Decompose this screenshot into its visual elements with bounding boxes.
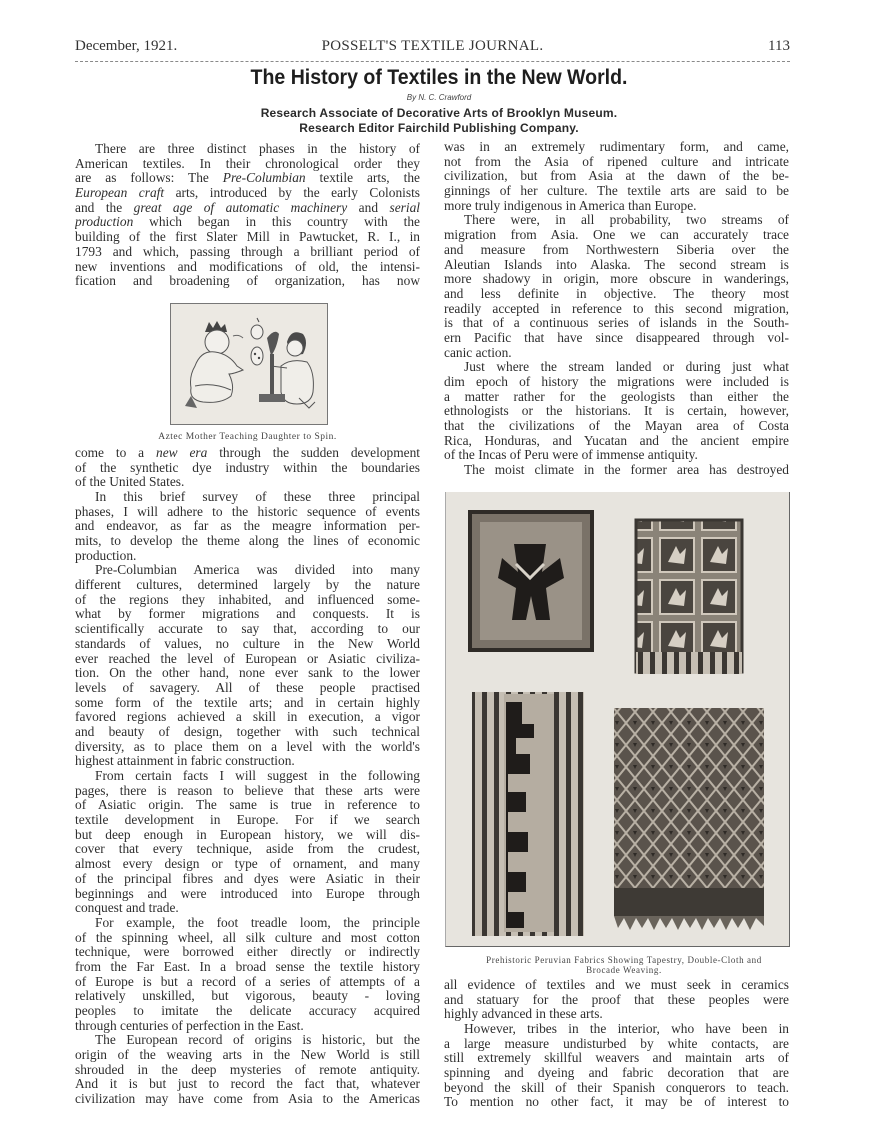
text-line: all evidence of textiles and we must seek in ceramics	[444, 977, 789, 992]
text-line: ever reached the level of European or Asiatic civiliza-	[75, 651, 420, 666]
text-line: migration from Asia. One we can accurately trace	[444, 228, 789, 243]
article-title: The History of Textiles in the New World.	[250, 66, 628, 89]
text-line: of the Incas of Peru were of immense antiquity.	[444, 448, 698, 463]
text-line: 1793 and which, passing through a brilliant period of	[75, 244, 420, 259]
text-line: more shadowy in origin, more obscure in wanderings,	[444, 272, 789, 287]
issue-date: December, 1921.	[75, 38, 178, 54]
text-line: different cultures, determined largely by the nature	[75, 578, 420, 593]
journal-name: POSSELT'S TEXTILE JOURNAL.	[321, 38, 544, 54]
text-line: technique, were borrowed either directly or indirectly	[75, 945, 420, 960]
text-line: standards of values, no culture in the New World	[75, 636, 420, 651]
text-line: spinning and dyeing and fabric decoration that are	[444, 1065, 789, 1080]
text-line: conquest and trade.	[75, 901, 179, 916]
left-column-top-text	[75, 142, 420, 289]
text-line: pages, there is reason to believe that these arts were	[75, 783, 420, 798]
text-line: Pre-Columbian America was divided into many	[95, 563, 420, 578]
peruvian-caption-line-2: Brocade Weaving.	[586, 965, 662, 975]
text-line: And it is but just to record the fact that, whatever	[75, 1077, 420, 1092]
text-line: through centuries of perfection in the East.	[75, 1018, 304, 1033]
text-line: Rica, Honduras, and Yucatan and the ancient empire	[444, 433, 789, 448]
text-line: and endeavor, as far as the meagre information per-	[75, 519, 420, 534]
text-line: Just where the stream landed or during just what	[464, 360, 789, 375]
author-affiliation-2: Research Editor Fairchild Publishing Company.	[299, 121, 579, 135]
text-line: For example, the foot treadle loom, the principle	[95, 915, 420, 930]
peruvian-caption-line-1: Prehistoric Peruvian Fabrics Showing Tapestry, Double-Cloth and	[486, 955, 762, 965]
text-line: a large measure undisturbed by white contacts, are	[444, 1036, 789, 1051]
text-line: readily accepted in reference to this second migration,	[444, 301, 789, 316]
text-line: of the principal fibres and dyes were Asiatic in their	[75, 871, 420, 886]
text-line: that the civilizations of the Mayan area of Costa	[444, 419, 789, 434]
text-line: not from the Asia of ripened culture and intricate	[444, 154, 789, 169]
text-line: fication and broadening of organization, has now	[75, 274, 420, 289]
text-line: and less definite in objective. The theory most	[444, 286, 789, 301]
text-line: civilization may have come from Asia to the Americas	[75, 1092, 420, 1107]
text-line: civilization, but from Asia at the dawn of the be-	[444, 169, 789, 184]
text-line: a matter rather for the geologists than either the	[444, 389, 789, 404]
header-rule	[75, 61, 790, 62]
left-column	[75, 142, 420, 1107]
text-line: beyond the skill of their Spanish conquerors to teach.	[444, 1080, 789, 1095]
right-column-top-text	[444, 140, 789, 478]
text-line: peoples to imitate the delicate accuracy acquired	[75, 1004, 420, 1018]
text-line: of the regions they inhabited, and influenced some-	[75, 592, 420, 607]
text-line: production.	[75, 548, 137, 563]
text-line: There are three distinct phases in the history of	[95, 142, 420, 156]
text-line: The moist climate in the former area has destroyed	[464, 463, 789, 478]
aztec-spinning-illustration	[170, 303, 328, 425]
text-line: what by former migrations and conquests. It is	[75, 607, 420, 622]
textile-photo-icon	[446, 492, 789, 946]
text-line: and measure from Northwestern Siberia over the	[444, 242, 789, 257]
text-line: of the United States.	[75, 475, 185, 490]
running-head	[75, 38, 790, 58]
text-line: To mention no other fact, it may be of interest to	[444, 1095, 789, 1110]
text-line: are as follows: The Pre-Columbian textile arts, the	[75, 171, 420, 186]
text-line: European craft arts, introduced by the early Colonists	[75, 186, 420, 201]
text-line: From certain facts I will suggest in the following	[95, 769, 420, 783]
text-line: highly advanced in these arts.	[444, 1007, 603, 1022]
text-line: scientifically accurate to say that, according to our	[75, 622, 420, 637]
text-line: diversity, as to place them on a level with the world's	[75, 739, 420, 754]
text-line: levels of savagery. All of these people practised	[75, 680, 420, 695]
peruvian-fabrics-photo	[445, 492, 790, 947]
text-line: origin of the weaving arts in the New World is still	[75, 1048, 420, 1063]
text-line: tion. On the other hand, none ever sank to the lower	[75, 666, 420, 681]
text-line: ginnings of her culture. The textile arts are said to be	[444, 184, 789, 199]
peruvian-figure-caption	[444, 955, 804, 975]
page-number: 113	[768, 38, 790, 54]
text-line: production which began in this country with the	[75, 215, 420, 230]
text-line: American textiles. In their chronological order they	[75, 156, 420, 171]
text-line: highest attainment in fabric construction.	[75, 754, 295, 769]
text-line: Aleutian Islands into Alaska. The second stream is	[444, 257, 789, 272]
text-line: from the Far East. In a broad sense the textile history	[75, 959, 420, 974]
text-line: ern Pacific that have since disappeared through vol-	[444, 330, 789, 345]
left-column-bottom-text	[75, 446, 420, 1107]
text-line: of Europe is but a record of a series of attempts of a	[75, 974, 420, 989]
article-byline: By N. C. Crawford	[406, 93, 472, 102]
text-line: phases, I will adhere to the historic sequence of events	[75, 504, 420, 519]
text-line: new inventions and modifications of old, the intensi-	[75, 259, 420, 274]
text-line: more truly indigenous in America than Europe.	[444, 198, 697, 213]
text-line: of the spinning wheel, all silk culture and most cotton	[75, 930, 420, 945]
text-line: ethnologists or the historians. It is certain, however,	[444, 404, 789, 419]
text-line: dim epoch of history the migrations were included is	[444, 375, 789, 389]
text-line: building of the first Slater Mill in Pawtucket, R. I., in	[75, 230, 420, 245]
text-line: and the great age of automatic machinery and serial	[75, 200, 420, 215]
text-line: mits, to develop the theme along the lines of economic	[75, 534, 420, 548]
text-line: relatively unskilled, but vigorous, beauty - loving	[75, 989, 420, 1004]
text-line: beginnings and were introduced into Europe through	[75, 886, 420, 901]
text-line: of the synthetic dye industry within the boundaries	[75, 460, 420, 475]
text-line: and statuary for the proof that these peoples were	[444, 992, 789, 1007]
text-line: favored regions achieved a skill in execution, a vigor	[75, 710, 420, 725]
text-line: but deep enough in European history, we will dis-	[75, 827, 420, 842]
text-line: some form of the textile arts; and in certain highly	[75, 695, 420, 710]
text-line: almost every design or type of ornament, and many	[75, 857, 420, 872]
text-line: shrouded in the deep mysteries of remote antiquity.	[75, 1062, 420, 1077]
right-column-bottom-text	[444, 978, 789, 1110]
text-line: The European record of origins is historic, but the	[95, 1033, 420, 1048]
aztec-drawing-icon	[171, 304, 327, 424]
text-line: cover that every technique, aside from the crudest,	[75, 842, 420, 857]
aztec-figure-caption: Aztec Mother Teaching Daughter to Spin.	[158, 432, 337, 442]
text-line: of Asiatic origin. The same is true in reference to	[75, 798, 420, 813]
text-line: and beauty of design, together with such technical	[75, 724, 420, 739]
text-line: come to a new era through the sudden development	[75, 445, 420, 460]
text-line: textile development in Europe. For if we search	[75, 813, 420, 828]
author-affiliation-1: Research Associate of Decorative Arts of Brooklyn Museum.	[260, 106, 618, 120]
text-line: However, tribes in the interior, who have been in	[464, 1021, 789, 1036]
text-line: In this brief survey of these three principal	[95, 489, 420, 504]
text-line: still extremely skillful weavers and maintain arts of	[444, 1051, 789, 1066]
text-line: was in an extremely rudimentary form, and came,	[444, 140, 789, 154]
text-line: There were, in all probability, two streams of	[464, 213, 789, 228]
text-line: canic action.	[444, 345, 512, 360]
text-line: is that of a continuous series of islands in the South-	[444, 316, 789, 331]
